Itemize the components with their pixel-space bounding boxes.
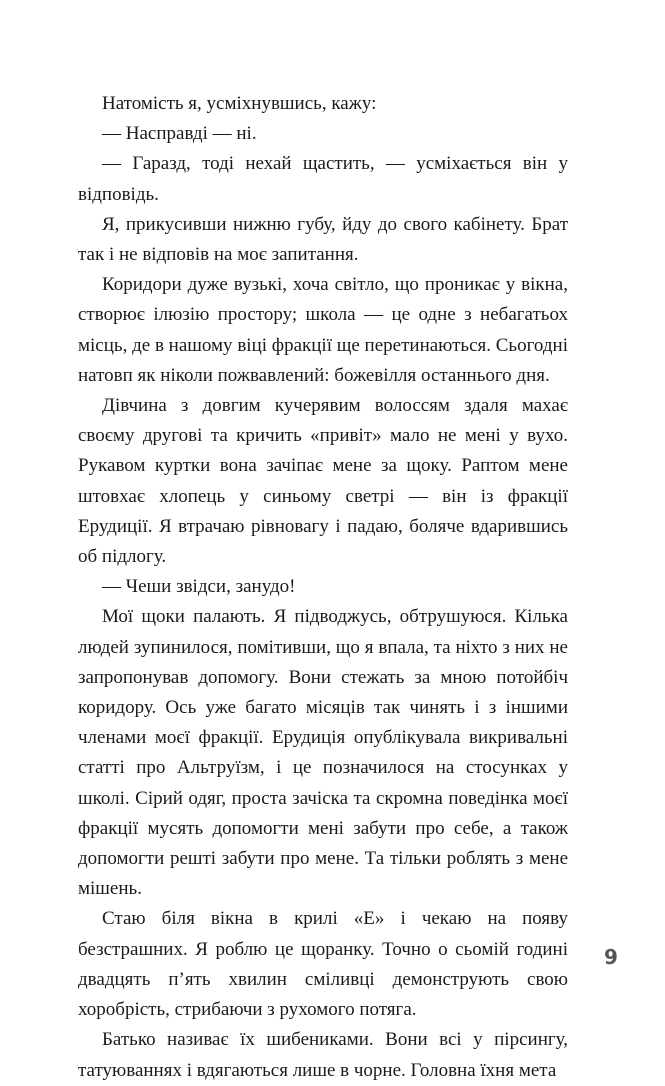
paragraph: Натомість я, усміхнувшись, кажу: (102, 93, 377, 114)
paragraph: — Чеши звідси, занудо! (102, 576, 296, 598)
paragraph: — Гаразд, тоді нехай щастить, — усміхається він у відповідь. (78, 153, 568, 205)
paragraph: Я, прикусивши нижню губу, йду до свого кабінету. Брат так і не відповів на моє запитання. (78, 213, 568, 266)
paragraph: — Насправді — ні. (102, 123, 257, 145)
paragraph: Дівчина з довгим кучерявим волоссям здаля махає своєму другові та кричить «привіт» мало не мені у вухо. Рукавом куртки вона зачіпає мене за щоку. Раптом мене штовхає хлопець у синьому светрі — він із фракції Ерудиції. Я втрачаю рівновагу і падаю, боляче вдарившись об підлогу. (78, 395, 568, 568)
body-text (78, 89, 568, 1086)
paragraph: Батько називає їх шибениками. Вони всі у пірсингу, татуюваннях і вдягаються лише в чорне. Головна їхня мета (78, 1029, 568, 1081)
paragraph: Мої щоки палають. Я підводжусь, обтрушуюся. Кілька людей зупинилося, помітивши, що я впала, та ніхто з них не запропонував допомогу. Вони стежать за мною потойбіч коридору. Ось уже багато місяців так чинять і з іншими членами моєї фракції. Ерудиція опублікувала викривальні статті про Альтруїзм, і це позначилося на стосунках у школі. Сірий одяг, проста зачіска та скромна поведінка моєї фракції мусять допомогти мені забути про себе, а також допомогти решті забути про мене. Та тільки роблять з мене мішень. (78, 606, 568, 900)
page-number: 9 (604, 945, 618, 969)
paragraph: Коридори дуже вузькі, хоча світло, що проникає у вікна, створює ілюзію простору; школа — це одне з небагатьох місць, де в нашому віці фракції ще перетинаються. Сьогодні натовп як ніколи пожвавлений: божевілля останнього дня. (78, 274, 568, 386)
paragraph: Стаю біля вікна в крилі «Е» і чекаю на появу безстрашних. Я роблю це щоранку. Точно о сьомій годині двадцять п’ять хвилин сміливці демонструють свою хоробрість, стрибаючи з рухомого потяга. (78, 908, 568, 1021)
